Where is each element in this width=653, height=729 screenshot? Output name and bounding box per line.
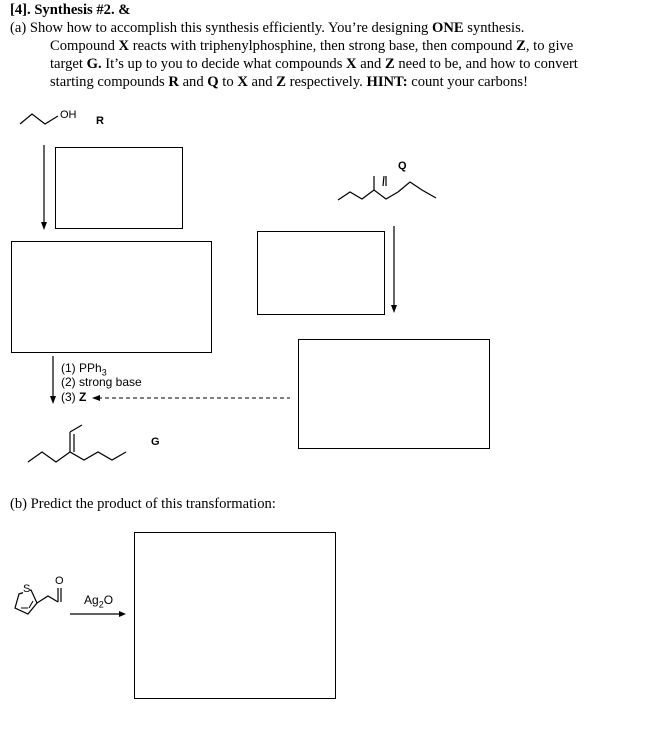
- answer-box-q-to-z[interactable]: [257, 231, 385, 315]
- arrow-q-to-z-head: [391, 305, 397, 313]
- part-a-line-3: target G. It’s up to you to decide what compounds X and Z need to be, and how to convert: [50, 56, 578, 72]
- answer-box-z[interactable]: [298, 339, 490, 449]
- thiophene-sulfur-label: S: [23, 583, 31, 595]
- part-a-line-2: Compound X reacts with triphenylphosphine, then strong base, then compound Z, to give: [50, 38, 574, 54]
- arrow-r-to-x-head: [41, 222, 47, 230]
- answer-box-x[interactable]: [11, 241, 212, 353]
- reagent-ag2o: $Ag_2O$: [84, 593, 114, 610]
- aldehyde-chain: [37, 596, 58, 603]
- starting-material-r-skeleton: [20, 114, 58, 124]
- part-a-line-4: starting compounds R and Q to X and Z respectively. HINT: count your carbons!: [50, 74, 528, 90]
- label-r: R: [96, 115, 104, 127]
- oh-group-label: OH: [60, 109, 77, 121]
- answer-box-part-b-product[interactable]: [134, 532, 336, 699]
- q-chain-right: [398, 182, 436, 198]
- label-g: G: [151, 436, 160, 448]
- reagent-step-3: (3) Z: [61, 390, 87, 404]
- q-branch-2: [383, 176, 384, 186]
- label-q: Q: [398, 160, 407, 172]
- target-g-skeleton: [28, 452, 126, 462]
- reagent-step-2: (2) strong base: [61, 375, 142, 389]
- dashed-link-arrowhead: [92, 395, 100, 401]
- starting-material-q-skeleton: [338, 190, 398, 200]
- g-top-bond: [70, 425, 82, 432]
- arrow-x-to-g-head: [50, 396, 56, 404]
- part-a-line-1: (a) Show how to accomplish this synthesis efficiently. You’re designing ONE synthesis.: [10, 20, 525, 36]
- part-b-prompt: (b) Predict the product of this transformation:: [10, 496, 276, 512]
- aldehyde-oxygen-label: O: [55, 575, 64, 587]
- thiophene-double-bond-2: [29, 601, 33, 608]
- ag2o-arrow-head: [119, 611, 126, 617]
- answer-box-r-to-x[interactable]: [55, 147, 183, 229]
- reagent-step-1: (1) PPh$_3$: [61, 361, 107, 378]
- question-title: [4]. Synthesis #2. &: [10, 2, 131, 18]
